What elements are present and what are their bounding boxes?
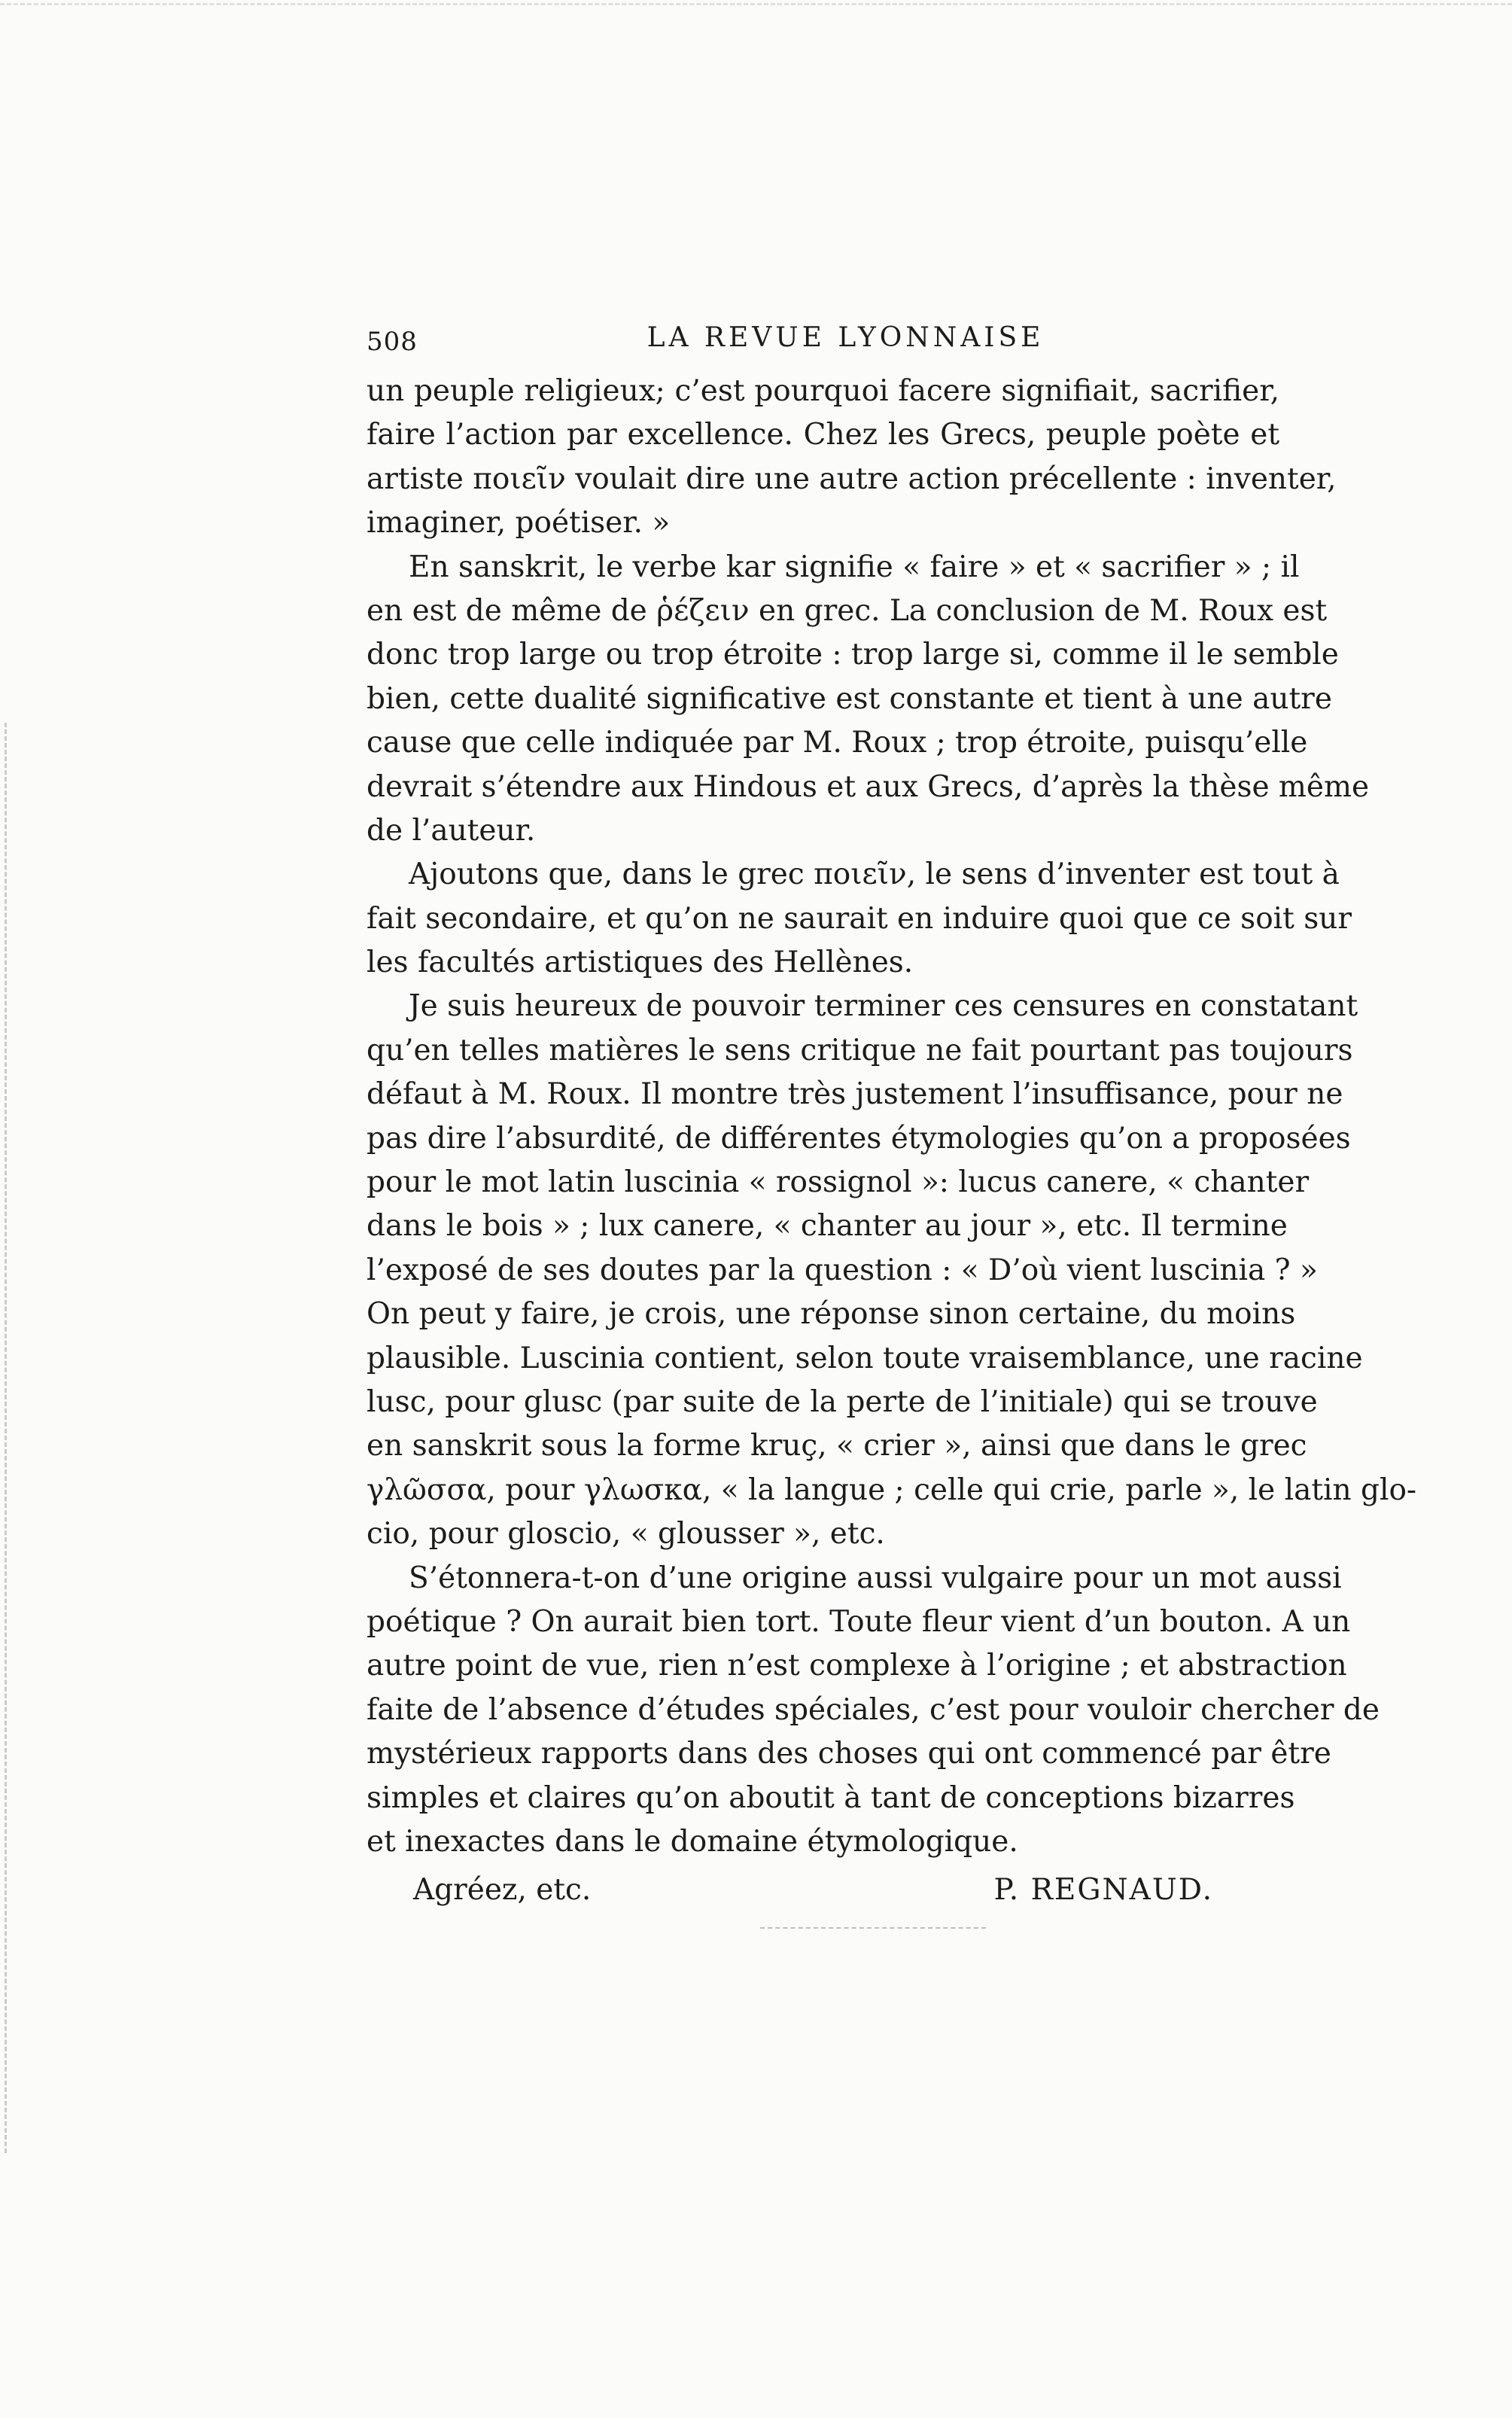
text-line: l’exposé de ses doutes par la question : « D’où vient luscinia ? » — [367, 1253, 1318, 1287]
text-line: cause que celle indiquée par M. Roux ; trop étroite, puisqu’elle — [367, 726, 1308, 760]
paragraph-first-line: S’étonnera-t-on d’une origine aussi vulgaire pour un mot aussi — [409, 1561, 1342, 1595]
text-line: en sanskrit sous la forme kruç, « crier », ainsi que dans le grec — [367, 1429, 1307, 1463]
scan-mark-footer — [760, 1927, 986, 1929]
text-line: γλῶσσα, pour γλωσκα, « la langue ; celle qui crie, parle », le latin glo- — [367, 1472, 1417, 1507]
text-line: et inexactes dans le domaine étymologique. — [367, 1824, 1018, 1859]
running-head — [367, 322, 1279, 367]
text-line: les facultés artistiques des Hellènes. — [367, 946, 914, 980]
paragraph-first-line: En sanskrit, le verbe kar signifie « faire » et « sacrifier » ; il — [409, 550, 1300, 584]
text-line: poétique ? On aurait bien tort. Toute fleur vient d’un bouton. A un — [367, 1604, 1351, 1639]
scan-edge-top — [0, 3, 1512, 5]
text-line: fait secondaire, et qu’on ne saurait en induire quoi que ce soit sur — [367, 901, 1352, 936]
text-line: faire l’action par excellence. Chez les Grecs, peuple poète et — [367, 418, 1279, 452]
page-number: 508 — [367, 327, 418, 357]
text-line: mystérieux rapports dans des choses qui ont commencé par être — [367, 1737, 1331, 1771]
paragraph-first-line: Ajoutons que, dans le grec ποιεῖν, le sens d’inventer est tout à — [409, 857, 1340, 892]
text-line: autre point de vue, rien n’est complexe à l’origine ; et abstraction — [367, 1649, 1347, 1683]
signoff — [367, 1867, 1279, 1914]
article-body — [367, 370, 1417, 1914]
text-line: bien, cette dualité significative est constante et tient à une autre — [367, 681, 1332, 716]
text-line: imaginer, poétiser. » — [367, 506, 671, 541]
text-line: défaut à M. Roux. Il montre très justement l’insuffisance, pour ne — [367, 1077, 1343, 1112]
journal-title: LA REVUE LYONNAISE — [646, 322, 1045, 353]
text-line: cio, pour gloscio, « glousser », etc. — [367, 1517, 885, 1552]
text-line: On peut y faire, je crois, une réponse sinon certaine, du moins — [367, 1297, 1296, 1332]
author-signature: P. REGNAUD. — [993, 1873, 1213, 1908]
text-line: un peuple religieux; c’est pourquoi facere signifiait, sacrifier, — [367, 374, 1279, 408]
text-line: simples et claires qu’on aboutit à tant de conceptions bizarres — [367, 1780, 1295, 1815]
text-line: de l’auteur. — [367, 813, 536, 848]
text-line: qu’en telles matières le sens critique ne fait pourtant pas toujours — [367, 1033, 1353, 1067]
text-line: en est de même de ῥέζειν en grec. La conclusion de M. Roux est — [367, 593, 1328, 628]
text-line: artiste ποιεῖν voulait dire une autre action précellente : inventer, — [367, 461, 1337, 496]
text-line: faite de l’absence d’études spéciales, c’est pour vouloir chercher de — [367, 1692, 1380, 1727]
text-line: devrait s’étendre aux Hindous et aux Grecs, d’après la thèse même — [367, 769, 1370, 804]
text-line: pour le mot latin luscinia « rossignol »: lucus canere, « chanter — [367, 1165, 1310, 1200]
closing-formula: Agréez, etc. — [413, 1873, 592, 1908]
scan-edge-left — [5, 723, 7, 2153]
text-line: donc trop large ou trop étroite : trop large si, comme il le semble — [367, 638, 1339, 672]
text-line: plausible. Luscinia contient, selon toute vraisemblance, une racine — [367, 1341, 1363, 1375]
text-line: pas dire l’absurdité, de différentes étymologies qu’on a proposées — [367, 1121, 1351, 1156]
paragraph-first-line: Je suis heureux de pouvoir terminer ces censures en constatant — [409, 989, 1358, 1024]
text-line: dans le bois » ; lux canere, « chanter au jour », etc. Il termine — [367, 1209, 1288, 1244]
text-line: lusc, pour glusc (par suite de la perte de l’initiale) qui se trouve — [367, 1384, 1318, 1419]
